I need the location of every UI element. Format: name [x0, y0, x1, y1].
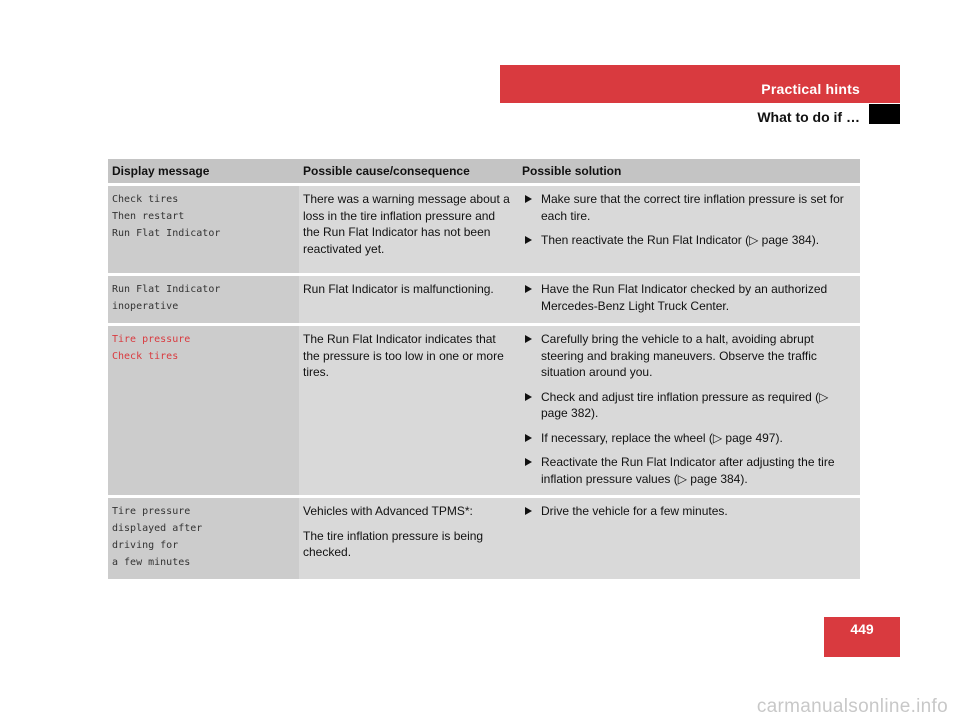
triangle-right-icon [525, 434, 532, 442]
cause-text: The Run Flat Indicator indicates that the pressure is too low in one or more tires. [303, 332, 504, 379]
triangle-right-icon [525, 507, 532, 515]
display-message-cell [108, 323, 299, 495]
cause-text: Vehicles with Advanced TPMS*: [303, 504, 473, 518]
header-band [500, 65, 900, 103]
display-message: Tire pressure displayed after driving for a few minutes [112, 506, 203, 568]
solution-text: Have the Run Flat Indicator checked by an authorized Mercedes-Benz Light Truck Center. [541, 282, 828, 313]
header-marker [869, 104, 900, 124]
section-title: Practical hints [761, 81, 860, 97]
triangle-right-icon [525, 236, 532, 244]
solution-cell [518, 183, 860, 273]
display-message-cell [108, 495, 299, 579]
page-number: 449 [850, 621, 874, 637]
solution-item [522, 454, 856, 487]
cause-cell [299, 273, 518, 323]
solution-item [522, 281, 856, 314]
triangle-right-icon [525, 335, 532, 343]
solution-item [522, 232, 856, 249]
solution-text: Make sure that the correct tire inflation pressure is set for each tire. [541, 192, 844, 223]
column-header: Possible solution [518, 159, 860, 183]
table-header-row [108, 159, 860, 183]
column-header: Display message [108, 159, 299, 183]
triangle-right-icon [525, 393, 532, 401]
display-message-cell [108, 183, 299, 273]
solution-item [522, 430, 856, 447]
display-message: Run Flat Indicator inoperative [112, 284, 221, 312]
solution-text: Then reactivate the Run Flat Indicator (▷ page 384). [541, 233, 820, 247]
table-row [108, 495, 860, 579]
solution-cell [518, 495, 860, 579]
table-row [108, 273, 860, 323]
solution-item [522, 503, 856, 520]
cause-cell [299, 495, 518, 579]
display-message: Tire pressure Check tires [112, 334, 191, 362]
solution-text: Reactivate the Run Flat Indicator after adjusting the tire inflation pressure values (▷ page 384). [541, 455, 835, 486]
triangle-right-icon [525, 285, 532, 293]
solution-text: Drive the vehicle for a few minutes. [541, 504, 728, 518]
solution-item [522, 331, 856, 381]
solution-item [522, 389, 856, 422]
watermark: carmanualsonline.info [756, 696, 948, 717]
cause-text: Run Flat Indicator is malfunctioning. [303, 282, 494, 296]
solution-text: Check and adjust tire inflation pressure as required (▷ page 382). [541, 389, 829, 420]
display-message-cell [108, 273, 299, 323]
table-row [108, 323, 860, 495]
cause-text: The tire inflation pressure is being checked. [303, 528, 484, 559]
page-number-box [824, 617, 900, 657]
cause-cell [299, 183, 518, 273]
display-message: Check tires Then restart Run Flat Indicator [112, 194, 221, 239]
hints-table [108, 159, 860, 579]
solution-text: If necessary, replace the wheel (▷ page 497). [541, 430, 783, 445]
table-row [108, 183, 860, 273]
cause-cell [299, 323, 518, 495]
solution-text: Carefully bring the vehicle to a halt, avoiding abrupt steering and braking maneuvers. Observe the traffic situation around you. [541, 332, 817, 379]
solution-item [522, 191, 856, 224]
solution-cell [518, 323, 860, 495]
triangle-right-icon [525, 195, 532, 203]
solution-cell [518, 273, 860, 323]
triangle-right-icon [525, 458, 532, 466]
column-header: Possible cause/consequence [299, 159, 518, 183]
section-subtitle: What to do if … [757, 109, 860, 125]
cause-text: There was a warning message about a loss in the tire inflation pressure and the Run Flat Indicator has not been reactivated yet. [303, 192, 510, 256]
